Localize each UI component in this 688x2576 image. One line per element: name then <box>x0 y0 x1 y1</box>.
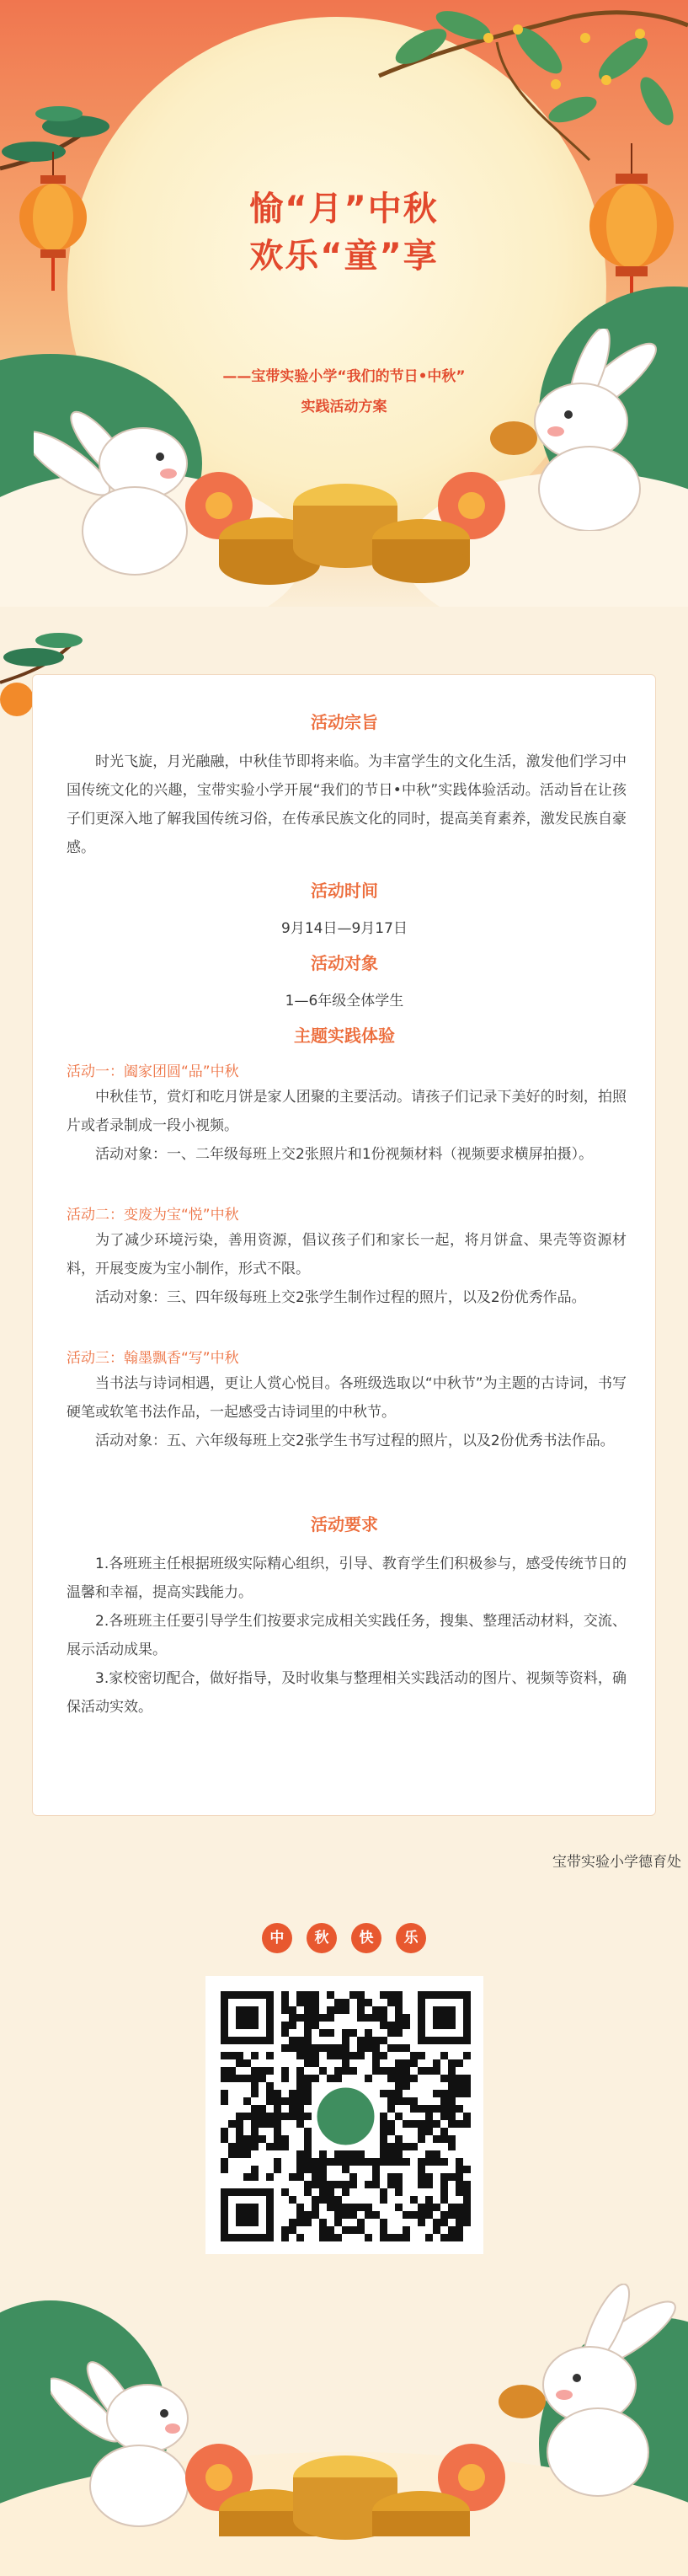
activity-3-title: 活动三：翰墨飘香“写”中秋 <box>67 1350 239 1367</box>
rabbit-left-icon <box>34 404 202 581</box>
section-title-themes: 主题实践体验 <box>294 1026 395 1046</box>
section-title-purpose: 活动宗旨 <box>311 712 378 732</box>
signature: 宝带实验小学德育处 <box>552 1854 681 1871</box>
section-title-target: 活动对象 <box>311 953 378 973</box>
greeting-char: 乐 <box>396 1923 426 1953</box>
qr-code-icon <box>205 1976 483 2254</box>
content-card <box>32 674 656 1816</box>
section-title-time: 活动时间 <box>311 881 378 901</box>
target-text: 1—6年级全体学生 <box>285 993 404 1010</box>
mooncake-plate-icon <box>185 455 505 598</box>
greeting-pills <box>0 1923 688 1953</box>
activity-2-title: 活动二：变废为宝“悦”中秋 <box>67 1207 239 1224</box>
purpose-text: 时光飞旋，月光融融，中秋佳节即将来临。为丰富学生的文化生活，激发他们学习中国传统文化的兴趣，宝带实验小学开展“我们的节日•中秋”实践体验活动。活动旨在让孩子们更深入地了解我国传统习俗，在传承民族文化的同时，提高美育素养，激发民族自豪感。 <box>67 753 627 856</box>
activity-1-desc: 中秋佳节，赏灯和吃月饼是家人团聚的主要活动。请孩子们记录下美好的时刻，拍照片或者录制成一段小视频。 <box>67 1089 627 1134</box>
footer-mooncake-icon <box>185 2427 505 2570</box>
activity-2-desc: 为了减少环境污染，善用资源，倡议孩子们和家长一起，将月饼盒、果壳等资源材料，开展变废为宝小制作，形式不限。 <box>67 1232 627 1277</box>
requirement-item: 2.各班班主任要引导学生们按要求完成相关实践任务，搜集、整理活动材料，交流、展示活动成果。 <box>67 1613 627 1658</box>
subtitle-line2: 实践活动方案 <box>301 399 387 415</box>
footer-rabbit-right-icon <box>497 2284 682 2503</box>
subtitle-line1: ——宝带实验小学“我们的节日•中秋” <box>222 368 466 385</box>
header-banner <box>0 0 688 607</box>
activity-3-desc: 当书法与诗词相遇，更让人赏心悦目。各班级选取以“中秋节”为主题的古诗词，书写硬笔或软笔书法作品，一起感受古诗词里的中秋节。 <box>67 1375 627 1421</box>
footer-rabbit-left-icon <box>51 2359 202 2528</box>
time-text: 9月14日—9月17日 <box>281 920 408 937</box>
main-title-line1: 愉“月”中秋 <box>249 190 439 228</box>
greeting-char: 秋 <box>307 1923 337 1953</box>
main-title-line2: 欢乐“童”享 <box>249 237 439 276</box>
activity-2-target: 活动对象：三、四年级每班上交2张学生制作过程的照片，以及2份优秀作品。 <box>95 1289 586 1306</box>
qr-code[interactable] <box>205 1976 483 2254</box>
greeting-char: 中 <box>262 1923 292 1953</box>
activity-1-target: 活动对象：一、二年级每班上交2张照片和1份视频材料（视频要求横屏拍摄）。 <box>95 1146 594 1163</box>
rabbit-right-icon <box>488 329 674 531</box>
activity-3-target: 活动对象：五、六年级每班上交2张学生书写过程的照片，以及2份优秀书法作品。 <box>95 1433 615 1449</box>
activity-1-title: 活动一：阖家团圆“品”中秋 <box>67 1063 239 1080</box>
requirement-item: 1.各班班主任根据班级实际精心组织，引导、教育学生们积极参与，感受传统节日的温馨和幸福，提高实践能力。 <box>67 1556 627 1601</box>
requirement-item: 3.家校密切配合，做好指导，及时收集与整理相关实践活动的图片、视频等资料，确保活动实效。 <box>67 1670 627 1716</box>
section-title-requirements: 活动要求 <box>311 1514 378 1534</box>
greeting-char: 快 <box>351 1923 381 1953</box>
footer-illustration <box>0 2267 688 2576</box>
